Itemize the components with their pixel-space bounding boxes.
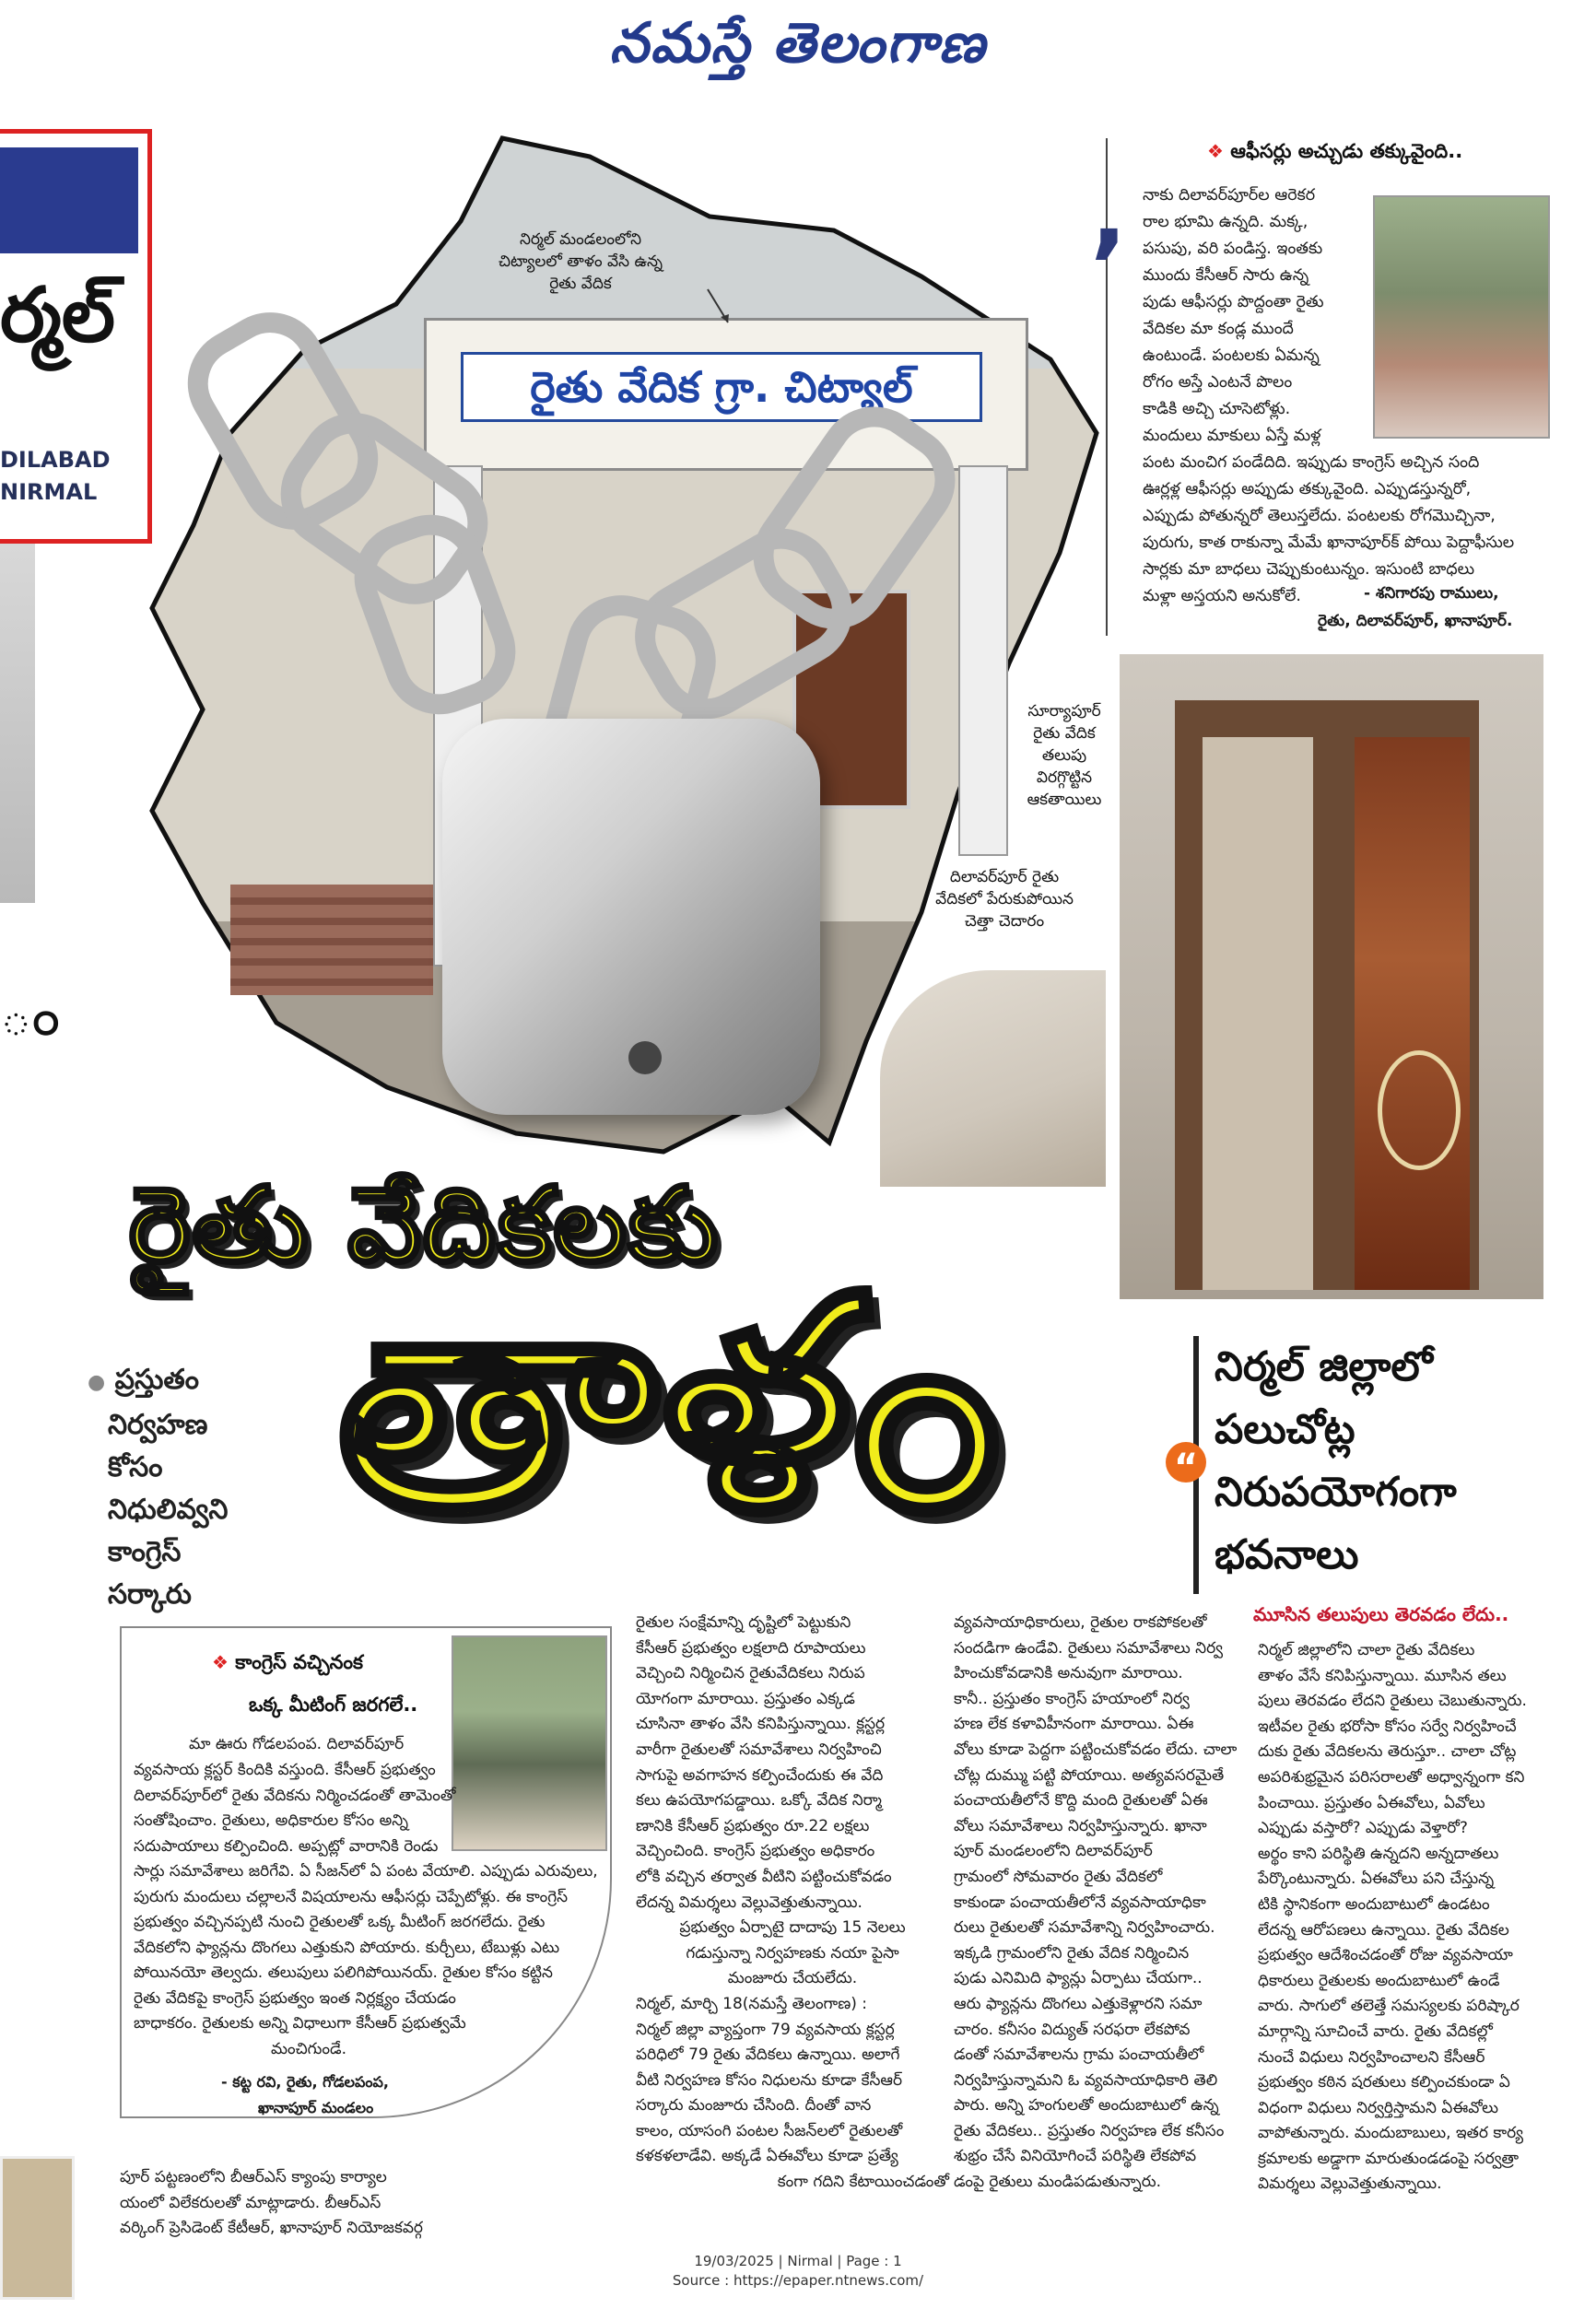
- sidebar-byline-name: - కట్ట రవి, రైతు, గోడలపంప,: [221, 2073, 389, 2091]
- previous-page-headline: ర్మల్: [0, 272, 115, 359]
- building-signboard: రైతు వేదిక గ్రా. చిట్యాల్: [461, 352, 982, 422]
- headline-line-1: రైతు వేదికలకు: [129, 1166, 721, 1285]
- previous-page-glyph: ం: [0, 984, 61, 1049]
- footer-date-page: 19/03/2025 | Nirmal | Page : 1: [694, 2253, 902, 2269]
- headline-line-2: తాళం: [336, 1234, 1002, 1576]
- padlock-keyhole: [628, 1041, 662, 1074]
- sidebar-subhead-2: ఒక్క మీటింగ్ జరగలే..: [249, 1694, 418, 1716]
- article-column-1: రైతుల సంక్షేమాన్ని దృష్టిలో పెట్టుకుని కేసీఆర్ ప్రభుత్వం లక్షలాది రూపాయలు వెచ్చించి నిర్మించిన రైతువేదికలు నిరుప యోగంగా మారాయి. ప్రస్తుతం ఎక్కడ చూసినా తాళం వేసి కనిపిస్తున్నాయి. క్లస్టర్ల వారీగా రైతులతో సమావేశాలు నిర్వహించి సాగుపై అవగాహన కల్పించేందుకు ఈ వేది కలు ఉపయోగపడ్డాయి. ఒక్కో వేదిక నిర్మా ణానికి కేసీఆర్ ప్రభుత్వం రూ.22 లక్షలు వెచ్చించింది. కాంగ్రెస్ ప్రభుత్వం అధికారం లోకి వచ్చిన తర్వాత వీటిని పట్టించుకోవడం లేదన్న విమర్శలు వెల్లువెత్తుతున్నాయి. ప్రభుత్వం ఏర్పాటై దాదాపు 15 నెలలు గడుస్తున్నా నిర్వహణకు నయా పైసా మంజూరు చేయలేదు. నిర్మల్, మార్చి 18(నమస్తే తెలంగాణ) : నిర్మల్ జిల్లా వ్యాప్తంగా 79 వ్యవసాయ క్లస్టర్ల పరిధిలో 79 రైతు వేదికలు ఉన్నాయి. అలాగే వీటి నిర్వహణ కోసం నిధులను కూడా కేసీఆర్ సర్కారు మంజూరు చేసింది. దీంతో వాన కాలం, యాసంగి పంటల సీజన్‌లలో రైతులతో కళకళలాడేవి. అక్కడే ఏఈవోలు కూడా ప్రత్యే కంగా గదిని కేటాయించడంతో: [636, 1613, 949, 2192]
- sidebar-body-narrow: మా ఊరు గోడలపంప. దిలావర్‌పూర్: [189, 1735, 405, 1753]
- door-ornament: [1378, 1050, 1461, 1170]
- right-story-byline-name: - శనిగారపు రాములు,: [1364, 584, 1499, 603]
- bullet-icon: ●: [88, 1371, 106, 1394]
- previous-page-label-1: DILABAD: [0, 447, 111, 473]
- diamond-icon: ❖: [1207, 140, 1224, 162]
- right-story-subhead: ❖ ఆఫీసర్లు అచ్చుడు తక్కువైంది..: [1207, 140, 1463, 162]
- right-story-body-narrow: నాకు దిలావర్‌పూర్‌ల ఆరెకర రాల భూమి ఉన్నది. మక్క, పసుపు, వరి పండిస్త. ఇంతకు ముందు కేసీఆర్ సారు ఉన్న పుడు ఆఫీసర్లు పొద్దంతా రైతు వేదికల మా కండ్ల ముందే ఉంటుండే. పంటలకు ఏమన్న రోగం అస్తే ఎంటనే పొలం కాడికి అచ్చి చూసెటోళ్లు. మందులు మాకులు ఏస్తే మళ్ల: [1143, 186, 1324, 445]
- diamond-icon: ❖: [212, 1651, 229, 1673]
- broken-door-panel: [1355, 737, 1470, 1290]
- page-footer: [0, 2252, 1596, 2291]
- pull-quote-icon: “: [1166, 1442, 1206, 1483]
- sidebar-subhead-1: ❖ కాంగ్రెస్ వచ్చినంక: [212, 1651, 363, 1673]
- bottom-strip-story: పూర్ పట్టణంలోని బీఆర్ఎస్ క్యాంపు కార్యాల యంలో విలేకరులతో మాట్లాడారు. బీఆర్ఎస్ వర్కింగ్ ప్రెసిడెంట్ కేటీఆర్, ఖానాపూర్ నియోజకవర్గ: [120, 2168, 424, 2238]
- door-opening: [1203, 737, 1313, 1290]
- quote-open-icon: ’: [1089, 208, 1128, 326]
- caption-chityal: నిర్మల్ మండలంలోని చిట్యాలలో తాళం వేసి ఉన్న రైతు వేదిక: [498, 230, 663, 293]
- masthead-title: నమస్తే తెలంగాణ: [609, 11, 987, 76]
- caption-suraipur: సూర్యాపూర్ రైతు వేదిక తలుపు విరగ్గొట్టిన ఆకతాయిలు: [1027, 702, 1102, 809]
- column-3-subhead: మూసిన తలుపులు తెరవడం లేదు..: [1253, 1603, 1509, 1625]
- right-story-byline-place: రైతు, దిలావర్‌పూర్, ఖానాపూర్.: [1318, 612, 1513, 630]
- article-column-3: నిర్మల్ జిల్లాలోని చాలా రైతు వేదికలు తాళం వేసే కనిపిస్తున్నాయి. మూసిన తలు పులు తెరవడం లేదని రైతులు చెబుతున్నారు. ఇటీవల రైతు భరోసా కోసం సర్వే నిర్వహించే దుకు రైతు వేదికలను తెరుస్తూ.. చాలా చోట్ల అపరిశుభ్రమైన పరిసరాలతో అధ్వాన్నంగా కని పించాయి. ప్రస్తుతం ఏఈవోలు, ఏవోలు ఎప్పుడు వస్తారో? ఎప్పుడు వెళ్తారో? అర్థం కాని పరిస్థితి ఉన్నదని అన్నదాతలు పేర్కొంటున్నారు. ఏఈవోలు పని చేస్తున్న టికి స్థానికంగా అందుబాటులో ఉండటం లేదన్న ఆరోపణలు ఉన్నాయి. రైతు వేదికల ప్రభుత్వం ఆదేశించడంతో రోజు వ్యవసాయా ధికారులు రైతులకు అందుబాటులో ఉండే వారు. సాగులో తలెత్తే సమస్యలకు పరిష్కార మార్గాన్ని సూచించే వారు. రైతు వేదికల్లో నుంచే విధులు నిర్వహించాలని కేసీఆర్ ప్రభుత్వం కఠిన షరతులు కల్పించకుండా ఏ విధంగా విధులు నిర్వర్తిస్తామని ఏఈవోలు వాపోతున్నారు. మందుబాబులు, ఇతర కార్య క్రమాలకు అడ్డాగా మారుతుండడంపై సర్వత్రా విమర్శలు వెల్లువెత్తుతున్నాయి.: [1258, 1641, 1527, 2194]
- building-stairs: [230, 885, 433, 995]
- photo-dirty-room: [880, 967, 1106, 1187]
- right-story-body-wide: పంట మంచిగ పండేదిది. ఇప్పుడు కాంగ్రెస్ అచ్చిన సంది ఊర్లళ్ల ఆఫీసర్లు అప్పుడు తక్కువైంది. ఎప్పుడస్తున్నరో, ఎప్పుడు పోతున్నరో తెలుస్తలేదు. పంటలకు రోగమొచ్చినా, పురుగు, కాత రాకున్నా మేమే ఖానాపూర్‌క్ పోయి పెద్దాఫీసుల సార్లకు మా బాధలు చెప్పుకుంటున్నం. ఇసుంటి బాధలు మళ్లా అస్తయని అనుకోలే.: [1143, 453, 1515, 605]
- pull-quote: నిర్మల్ జిల్లాలో పలుచోట్ల నిరుపయోగంగా భవనాలు: [1215, 1343, 1457, 1578]
- footer-source-link[interactable]: Source : https://epaper.ntnews.com/: [672, 2272, 924, 2289]
- caption-dilawarpur: దిలావర్‌పూర్ రైతు వేదికలో పేరుకుపోయిన చెత్తా చెదారం: [935, 868, 1074, 931]
- farmer-portrait-ramulu: [1373, 195, 1550, 439]
- previous-page-label-2: NIRMAL: [0, 479, 98, 505]
- deck-left: ● ప్రస్తుతం నిర్వహణ కోసం నిధులివ్వని కాంగ్రెస్ సర్కారు: [88, 1364, 229, 1611]
- sidebar-body: వ్యవసాయ క్లస్టర్ కిందికి వస్తుంది. కేసీఆర్ ప్రభుత్వం దిలావర్‌పూర్‌లో రైతు వేదికను నిర్మించడంతో తామెంతో సంతోషించాం. రైతులు, అధికారుల కోసం అన్ని సదుపాయాలు కల్పించింది. అప్పట్లో వారానికి రెండు సార్లు సమావేశాలు జరిగేవి. ఏ సీజన్‌లో ఏ పంట వేయాలి. ఎప్పుడు ఎరువులు, పురుగు మందులు చల్లాలనే విషయాలను ఆఫీసర్లు చెప్పేటోళ్లు. ఈ కాంగ్రెస్ ప్రభుత్వం వచ్చినప్పటి నుంచి రైతులతో ఒక్క మీటింగ్ జరగలేదు. రైతు వేదికలోని ఫ్యాన్లను దొంగలు ఎత్తుకుని పోయారు. కుర్చీలు, టేబుళ్లు ఎటు పోయినయో తెల్వదు. తలుపులు పలిగిపోయినయ్. రైతుల కోసం కట్టిన రైతు వేదికపై కాంగ్రెస్ ప్రభుత్వం ఇంత నిర్లక్ష్యం చేయడం బాధాకరం. రైతులకు అన్ని విధాలుగా కేసీఆర్ ప్రభుత్వమే మంచిగుండే.: [134, 1761, 598, 2058]
- sidebar-byline-place: ఖానాపూర్ మండలం: [258, 2099, 374, 2116]
- building-pillar-right: [958, 465, 1008, 856]
- caption-arrow-icon: [700, 286, 737, 332]
- article-column-2: వ్యవసాయాధికారులు, రైతుల రాకపోకలతో సందడిగా ఉండేవి. రైతులు సమావేశాలు నిర్వ హించుకోవడానికి అనువుగా మారాయి. కానీ.. ప్రస్తుతం కాంగ్రెస్ హయాంలో నిర్వ హణ లేక కళావిహీనంగా మారాయి. ఏఈ వోలు కూడా పెద్దగా పట్టించుకోవడం లేదు. చాలా చోట్ల దుమ్ము పట్టి పోయాయి. అత్యవసరమైతే పంచాయతీలోనే కొద్ది మంది రైతులతో ఏఈ వోలు సమావేశాలు నిర్వహిస్తున్నారు. ఖానా పూర్ మండలంలోని దిలావర్‌పూర్ గ్రామంలో సోమవారం రైతు వేదికలో కాకుండా పంచాయతీలోనే వ్యవసాయాధికా రులు రైతులతో సమావేశాన్ని నిర్వహించారు. ఇక్కడి గ్రామంలోని రైతు వేదిక నిర్మించిన పుడు ఎనిమిది ఫ్యాన్లు ఏర్పాటు చేయగా.. ఆరు ఫ్యాన్లను దొంగలు ఎత్తుకెళ్లారని సమా చారం. కనీసం విద్యుత్ సరఫరా లేకపోవ డంతో సమావేశాలను గ్రామ పంచాయతీలో నిర్వహిస్తున్నామని ఓ వ్యవసాయాధికారి తెలి పారు. అన్ని హంగులతో అందుబాటులో ఉన్న రైతు వేదికలు.. ప్రస్తుతం నిర్వహణ లేక కనీసం శుభ్రం చేసే వినియోగించే పరిస్థితి లేకపోవ డంపై రైతులు మండిపడుతున్నారు.: [954, 1613, 1238, 2192]
